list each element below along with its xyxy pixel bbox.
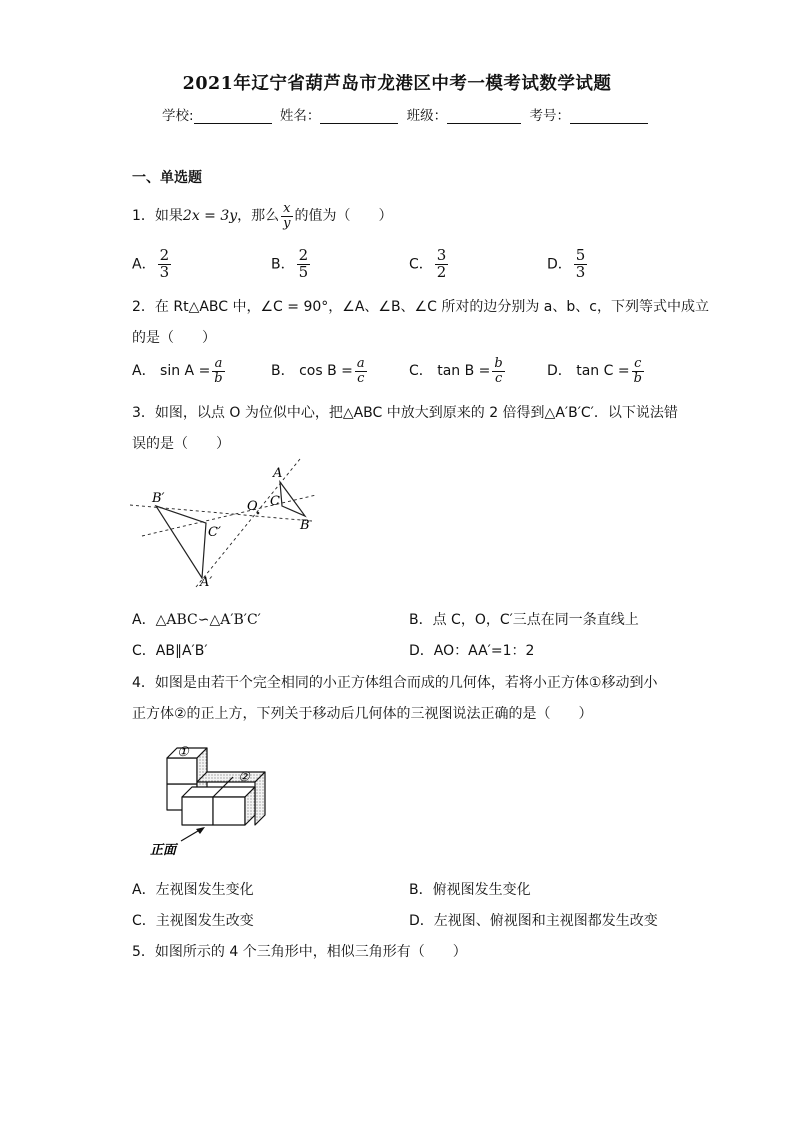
option-text: AO：AA′=1：2	[433, 643, 535, 659]
front-arrow-head	[196, 827, 205, 834]
option-text: 左视图、俯视图和主视图都发生改变	[433, 913, 658, 929]
q1-option-a[interactable]	[132, 248, 173, 281]
option-label: C．	[132, 643, 156, 659]
q4-option-d[interactable]	[409, 910, 658, 930]
option-label: B．	[271, 256, 295, 273]
option-fraction	[632, 357, 644, 385]
front-cube-2	[213, 797, 245, 825]
option-text: △ABC∽△A′B′C′	[155, 612, 261, 628]
homothety-figure	[130, 455, 330, 590]
option-fraction	[574, 248, 588, 281]
q2-option-a[interactable]	[132, 357, 227, 385]
q2-option-b[interactable]	[271, 357, 369, 385]
option-label: D．	[547, 256, 572, 273]
option-label: B．	[271, 363, 295, 380]
front-cube-1	[182, 797, 213, 825]
q4-option-c[interactable]	[132, 910, 254, 930]
q1-prefix: 1．如果	[132, 208, 183, 225]
name-label: 姓名：	[279, 108, 321, 124]
label-a-prime: A′	[200, 575, 213, 590]
frac-den: 5	[298, 262, 309, 281]
option-fraction	[212, 357, 224, 385]
q1-frac-den: y	[283, 215, 291, 231]
option-text: 点 C，O，C′三点在同一条直线上	[432, 612, 639, 628]
label-o: O	[247, 499, 258, 514]
option-text: 俯视图发生变化	[432, 882, 531, 898]
frac-num: a	[356, 356, 365, 371]
q1-fraction	[281, 202, 292, 230]
dashed-line-cc	[142, 495, 316, 536]
option-text: AB∥A′B′	[155, 643, 208, 659]
back-row-top	[197, 772, 265, 782]
frac-den: b	[214, 370, 223, 386]
student-info-row	[162, 104, 652, 124]
q4-option-b[interactable]	[409, 879, 531, 899]
option-label: B．	[409, 612, 433, 628]
cube-two-label: ②	[238, 770, 250, 785]
q2-option-d[interactable]	[547, 357, 646, 385]
cube-back-top-front	[167, 758, 197, 784]
label-b: B	[300, 518, 310, 533]
class-blank[interactable]	[447, 123, 521, 124]
name-blank[interactable]	[320, 123, 398, 124]
option-fraction	[355, 357, 367, 385]
question-4-line-2: 正方体②的正上方，下列关于移动后几何体的三视图说法正确的是（ ）	[132, 706, 593, 722]
school-blank[interactable]	[194, 123, 272, 124]
q1-suffix: 的值为（ ）	[294, 208, 393, 225]
q1-option-b[interactable]	[271, 248, 312, 281]
option-fraction	[492, 357, 504, 385]
frac-num: 2	[298, 246, 309, 264]
q1-frac-num: x	[281, 202, 292, 217]
question-3-line-1: 3．如图，以点 O 为位似中心，把△ABC 中放大到原来的 2 倍得到△A′B′C′．以下说法错	[132, 405, 678, 421]
label-a: A	[273, 466, 283, 481]
back-row-side	[255, 772, 265, 825]
option-fraction	[435, 248, 449, 281]
q3-option-d[interactable]	[409, 640, 534, 660]
frac-den: 3	[575, 262, 586, 281]
option-label: D．	[409, 643, 434, 659]
q1-mid: ，那么	[237, 208, 280, 225]
q4-option-a[interactable]	[132, 879, 254, 899]
option-label: C．	[132, 913, 156, 929]
frac-num: c	[632, 357, 644, 372]
option-fraction	[158, 248, 172, 281]
q3-option-a[interactable]	[132, 609, 261, 629]
frac-num: b	[494, 356, 503, 371]
option-label: B．	[409, 882, 433, 898]
frac-num: 2	[159, 246, 170, 264]
q3-option-c[interactable]	[132, 640, 208, 660]
option-fraction	[297, 248, 311, 281]
frac-num: 3	[436, 246, 447, 264]
option-fn: tan B =	[437, 363, 491, 380]
question-2-line-1: 2．在 Rt△ABC 中，∠C = 90°，∠A、∠B、∠C 所对的边分别为 a、b、c，下列等式中成立	[132, 299, 709, 315]
label-c: C	[270, 494, 280, 509]
page-title: 2021年辽宁省葫芦岛市龙港区中考一模考试数学试题	[182, 74, 612, 94]
option-text: 左视图发生变化	[155, 882, 254, 898]
q3-option-b[interactable]	[409, 609, 639, 629]
label-b-prime: B′	[152, 491, 165, 506]
q1-option-d[interactable]	[547, 248, 589, 281]
option-label: A．	[132, 256, 156, 273]
frac-den: 2	[436, 262, 447, 281]
school-label: 学校:	[162, 108, 194, 124]
section-heading: 一、单选题	[132, 170, 202, 186]
option-label: D．	[547, 363, 572, 380]
frac-den: b	[633, 370, 642, 386]
dashed-line-aa	[196, 459, 300, 587]
question-5-line-1: 5．如图所示的 4 个三角形中，相似三角形有（ ）	[132, 944, 467, 960]
question-1	[132, 202, 393, 230]
option-label: C．	[409, 363, 433, 380]
class-label: 班级：	[406, 108, 448, 124]
option-fn: tan C =	[576, 363, 630, 380]
option-text: 主视图发生改变	[155, 913, 254, 929]
option-label: A．	[132, 363, 156, 380]
exam-no-blank[interactable]	[570, 123, 648, 124]
frac-den: c	[494, 370, 503, 386]
option-label: A．	[132, 882, 156, 898]
option-label: A．	[132, 612, 156, 628]
small-triangle-abc	[280, 482, 305, 516]
cube-figure	[145, 735, 275, 860]
option-fn: sin A =	[160, 363, 211, 380]
question-4-line-1: 4．如图是由若干个完全相同的小正方体组合而成的几何体，若将小正方体①移动到小	[132, 675, 658, 691]
frac-num: a	[212, 357, 224, 372]
label-c-prime: C′	[208, 525, 221, 540]
option-label: C．	[409, 256, 433, 273]
q1-option-c[interactable]	[409, 248, 450, 281]
frac-den: 3	[159, 262, 170, 281]
frac-num: 5	[575, 246, 586, 264]
option-label: D．	[409, 913, 434, 929]
frac-den: c	[357, 370, 365, 386]
q2-option-c[interactable]	[409, 357, 507, 385]
q1-expression: 2x = 3y	[182, 208, 238, 225]
cube-one-label: ①	[177, 745, 189, 760]
question-2-line-2: 的是（ ）	[132, 330, 216, 346]
exam-no-label: 考号：	[529, 108, 570, 124]
question-3-line-2: 误的是（ ）	[132, 436, 230, 452]
front-label: 正面	[150, 843, 177, 858]
large-triangle-a2b2c2	[156, 506, 206, 578]
option-fn: cos B =	[299, 363, 353, 380]
